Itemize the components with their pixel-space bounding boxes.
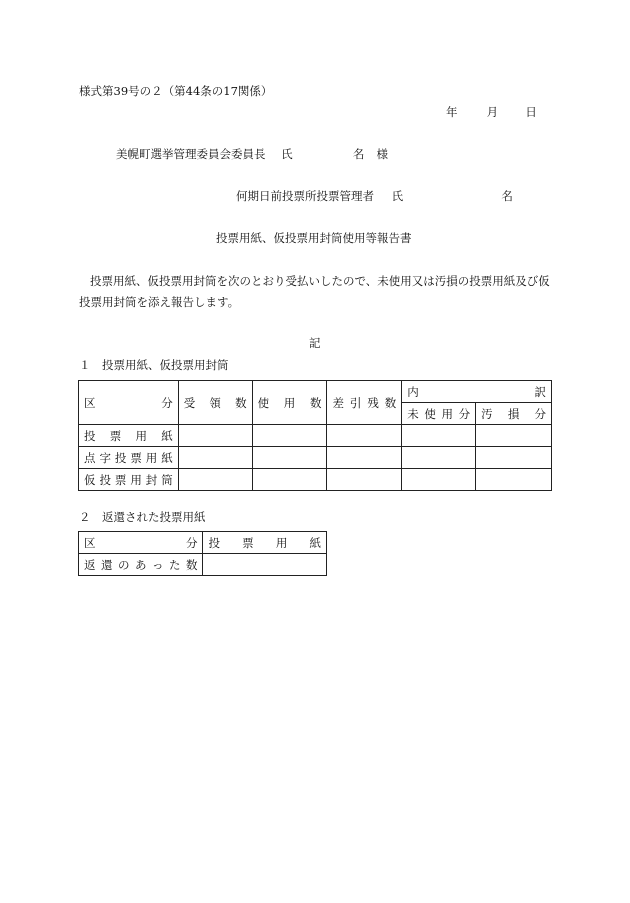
sender-line: [236, 188, 513, 204]
cell-balance: [327, 447, 402, 469]
cell-received: [178, 425, 252, 447]
date-day: 日: [525, 105, 537, 119]
form-number: 様式第39号の２（第44条の17関係）: [79, 84, 273, 98]
ballot-table: [78, 380, 552, 491]
cell-received: [178, 469, 252, 491]
addressee-name-suffix: 名: [352, 147, 365, 161]
sender-title: 何期日前投票所投票管理者: [236, 189, 374, 203]
sender-name-label: 氏: [391, 189, 404, 203]
row-label: 仮投票用封筒: [79, 469, 179, 491]
row-label: 投票用紙: [79, 425, 179, 447]
header-kubun: 区分: [79, 532, 203, 554]
cell-used: [252, 469, 327, 491]
cell-balance: [327, 469, 402, 491]
cell-damaged: [476, 447, 552, 469]
body-text: 投票用紙、仮投票用封筒を次のとおり受払いしたので、未使用又は汚損の投票用紙及び仮投票用封筒を添え報告します。: [79, 274, 550, 309]
header-kubun: 区分: [79, 381, 179, 425]
header-received: 受領数: [178, 381, 252, 425]
cell-unused: [402, 425, 476, 447]
committee-chair: 美幌町選挙管理委員会委員長: [116, 147, 266, 161]
table-row: [79, 554, 327, 576]
cell-damaged: [476, 425, 552, 447]
cell-unused: [402, 447, 476, 469]
ki-label: 記: [309, 336, 321, 350]
report-title: 投票用紙、仮投票用封筒使用等報告書: [216, 231, 412, 245]
header-breakdown: 内訳: [402, 381, 552, 403]
header-ballot: 投票用紙: [203, 532, 327, 554]
date-line: [446, 104, 537, 120]
table-row: [79, 469, 552, 491]
addressee-line: [116, 146, 388, 162]
header-balance: 差引残数: [327, 381, 402, 425]
table-row: [79, 447, 552, 469]
header-unused: 未使用分: [402, 403, 476, 425]
cell-returned: [203, 554, 327, 576]
cell-unused: [402, 469, 476, 491]
date-month: 月: [486, 105, 499, 119]
cell-used: [252, 425, 327, 447]
cell-balance: [327, 425, 402, 447]
returned-ballot-table: [78, 531, 327, 576]
header-damaged: 汚損分: [476, 403, 552, 425]
cell-received: [178, 447, 252, 469]
header-used: 使用数: [252, 381, 327, 425]
addressee-name-label: 氏: [281, 147, 293, 161]
section1-heading: １ 投票用紙、仮投票用封筒: [79, 358, 229, 372]
sender-name-suffix: 名: [501, 189, 513, 203]
table-row: [79, 425, 552, 447]
cell-damaged: [476, 469, 552, 491]
date-year: 年: [446, 105, 458, 119]
row-label: 返還のあった数: [79, 554, 203, 576]
honorific: 様: [376, 147, 388, 161]
row-label: 点字投票用紙: [79, 447, 179, 469]
section2-heading: ２ 返還された投票用紙: [79, 510, 206, 524]
cell-used: [252, 447, 327, 469]
